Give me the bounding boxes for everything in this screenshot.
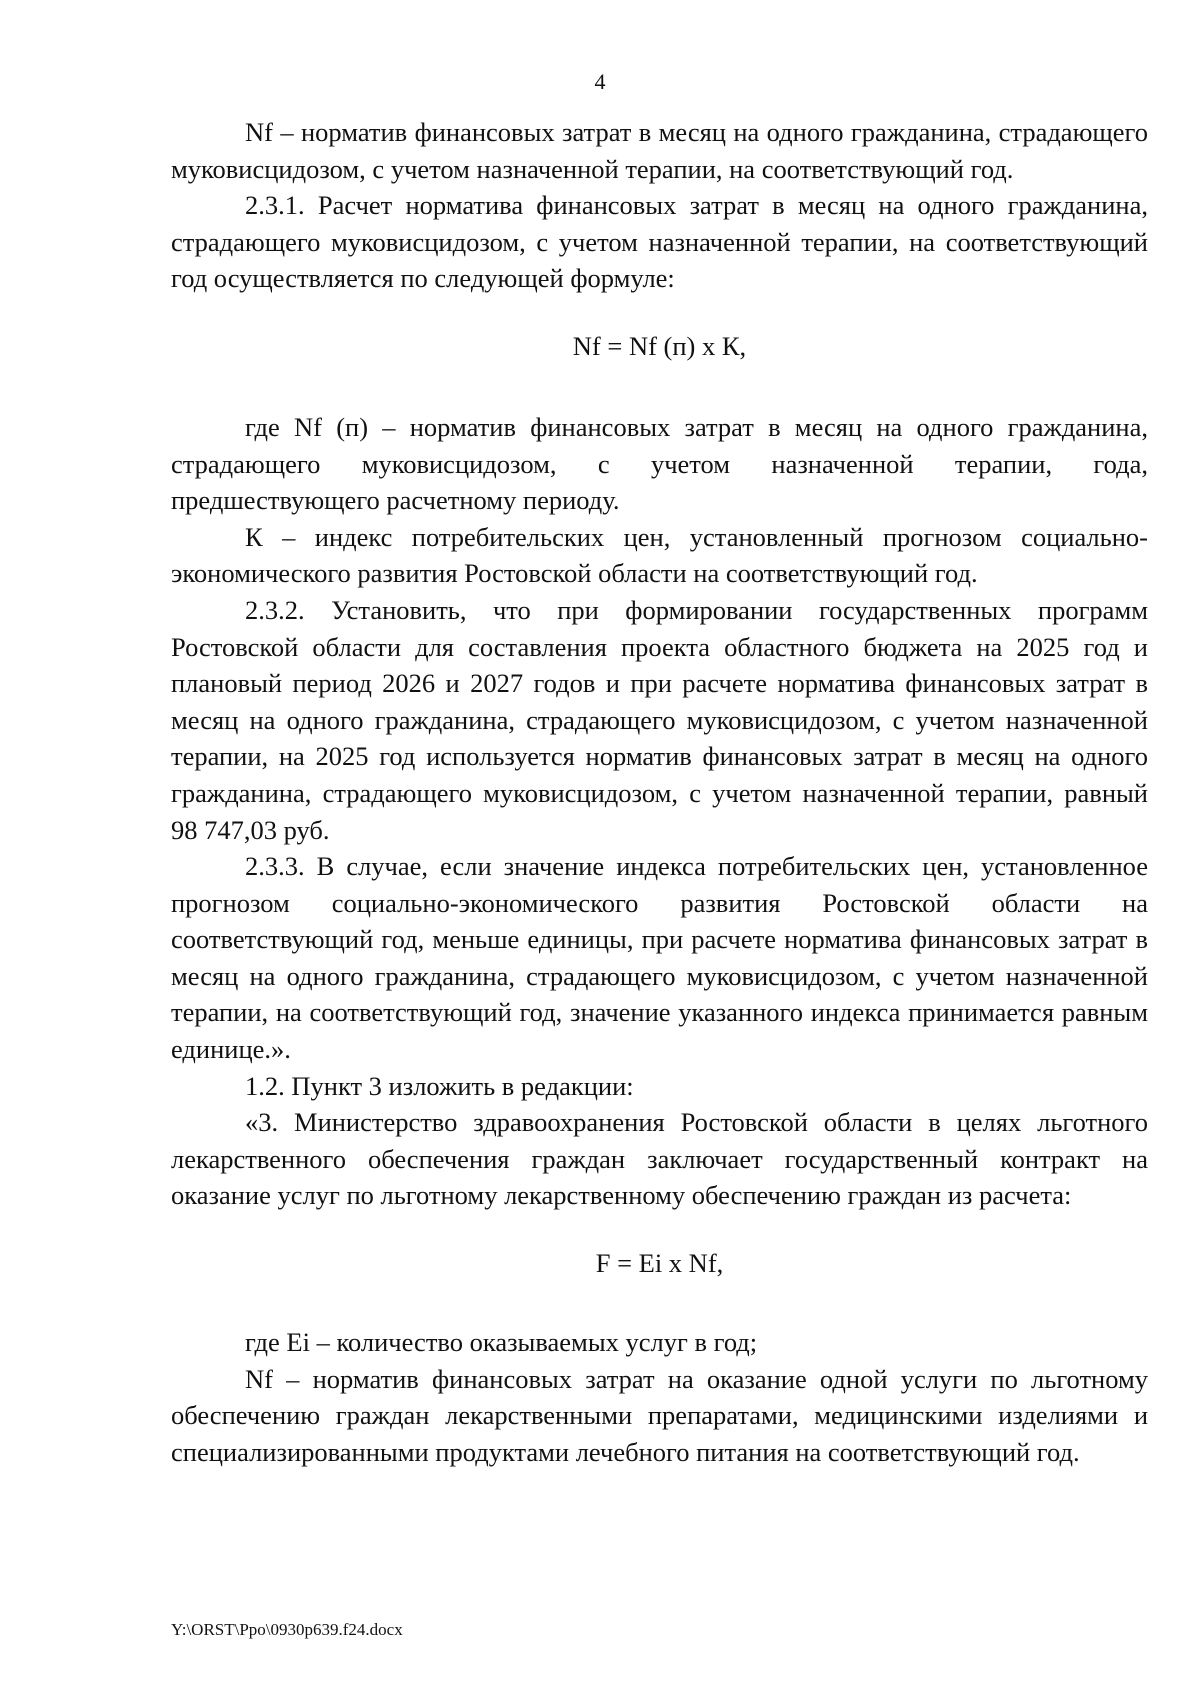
footer-file-path: Y:\ORST\Ppo\0930p639.f24.docx (171, 1620, 403, 1639)
paragraph-ei-definition: где Ei – количество оказываемых услуг в год; (245, 1327, 758, 1358)
page-number: 4 (594, 69, 606, 94)
paragraph-2-3-1: 2.3.1. Расчет норматива финансовых затрат в месяц на одного гражданина, страдающего муковисцидозом, с учетом назначенной терапии, на соответствующий год осуществляется по следующей формуле: (171, 190, 1148, 294)
paragraph-nf-service-definition: Nf – норматив финансовых затрат на оказание одной услуги по льготному обеспечению граждан лекарственными препаратами, медицинскими изделиями и специализированными продуктами лечебного питания на соответствующий год. (171, 1363, 1148, 1467)
formula-nf: Nf = Nf (п) x К, (572, 330, 747, 361)
paragraph-nf-p-definition: где Nf (п) – норматив финансовых затрат в месяц на одного гражданина, страдающего муковисцидозом, с учетом назначенной терапии, года, предшествующего расчетному периоду. (171, 411, 1148, 516)
paragraph-point-3: «3. Министерство здравоохранения Ростовской области в целях льготного лекарственного обеспечения граждан заключает государственный контракт на оказание услуг по льготному лекарственному обеспечению граждан из расчета: (171, 1107, 1148, 1211)
paragraph-k-definition: К – индекс потребительских цен, установленный прогнозом социально-экономического развития Ростовской области на соответствующий год. (171, 521, 1148, 589)
paragraph-2-3-3: 2.3.3. В случае, если значение индекса потребительских цен, установленное прогнозом социально-экономического развития Ростовской области на соответствующий год, меньше единицы, при расчете норматива финансовых затрат в месяц на одного гражданина, страдающего муковисцидозом, с учетом назначенной терапии, на соответствующий год, значение указанного индекса принимается равным единице.». (171, 851, 1148, 1065)
formula-f: F = Ei x Nf, (595, 1248, 724, 1279)
document-body (171, 114, 1148, 1470)
paragraph-2-3-2: 2.3.2. Установить, что при формировании государственных программ Ростовской области для составления проекта областного бюджета на 2025 год и плановый период 2026 и 2027 годов и при расчете норматива финансовых затрат в месяц на одного гражданина, страдающего муковисцидозом, с учетом назначенной терапии, на 2025 год используется норматив финансовых затрат в месяц на одного гражданина, страдающего муковисцидозом, с учетом назначенной терапии, равный 98 747,03 руб. (171, 594, 1148, 845)
paragraph-1-2: 1.2. Пункт 3 изложить в редакции: (245, 1070, 634, 1101)
paragraph-nf-definition: Nf – норматив финансовых затрат в месяц на одного гражданина, страдающего муковисцидозом, с учетом назначенной терапии, на соответствующий год. (171, 117, 1148, 184)
